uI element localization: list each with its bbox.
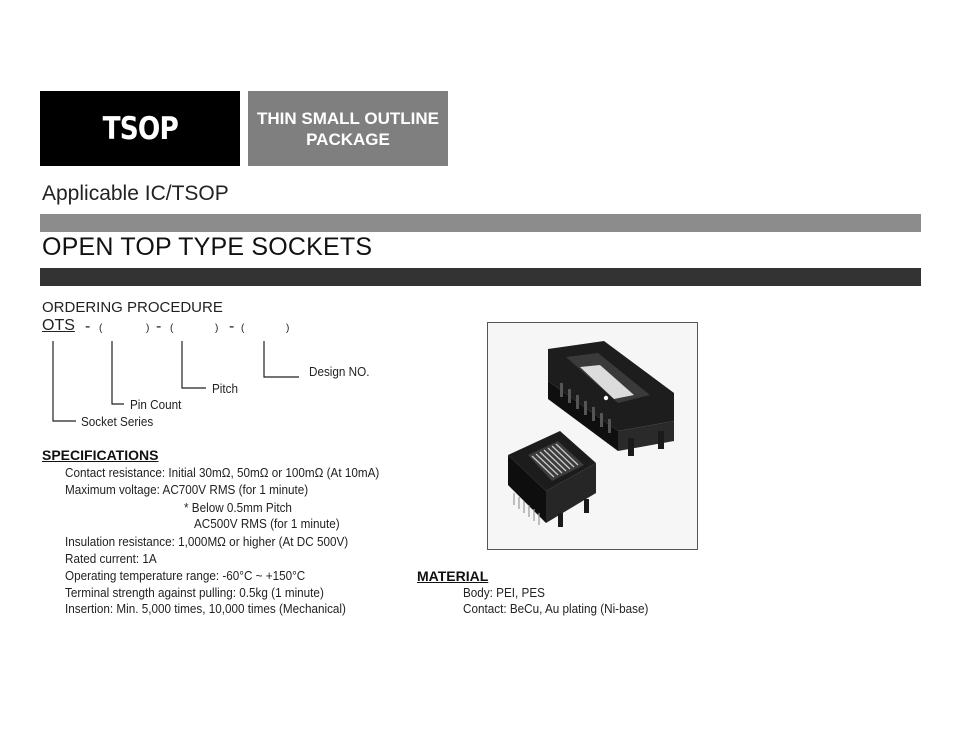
socket-product-photo — [487, 322, 698, 550]
socket-illustration — [488, 323, 697, 549]
spec-note-pitch: * Below 0.5mm Pitch — [184, 500, 292, 515]
label-socket-series: Socket Series — [81, 414, 154, 429]
tsop-badge-text: TSOP — [102, 110, 178, 147]
close-bracket-2: ) — [215, 323, 219, 334]
package-name-text: THIN SMALL OUTLINE PACKAGE — [257, 108, 439, 149]
label-design-no: Design NO. — [309, 364, 370, 379]
close-bracket-1: ) — [146, 323, 150, 334]
specifications-title: SPECIFICATIONS — [42, 447, 159, 463]
label-pin-count: Pin Count — [130, 397, 182, 412]
order-code-prefix: OTS — [42, 317, 75, 334]
label-pitch: Pitch — [212, 381, 239, 396]
order-dash-2: - — [156, 318, 162, 335]
open-bracket-3: ( — [241, 323, 245, 334]
order-dash-3: - — [229, 318, 235, 335]
spec-insulation-resistance: Insulation resistance: 1,000MΩ or higher (At DC 500V) — [65, 534, 349, 549]
applicable-ic-heading: Applicable IC/TSOP — [42, 182, 229, 205]
lower-socket — [508, 431, 596, 527]
order-dash-1: - — [85, 318, 91, 335]
spec-insertion: Insertion: Min. 5,000 times, 10,000 times (Mechanical) — [65, 601, 346, 616]
spec-terminal-strength: Terminal strength against pulling: 0.5kg (1 minute) — [65, 585, 324, 600]
page-title: OPEN TOP TYPE SOCKETS — [42, 233, 373, 261]
spec-contact-resistance: Contact resistance: Initial 30mΩ, 50mΩ or 100mΩ (At 10mA) — [65, 465, 380, 480]
spec-note-voltage: AC500V RMS (for 1 minute) — [194, 516, 340, 531]
material-body: Body: PEI, PES — [463, 585, 545, 600]
material-contact: Contact: BeCu, Au plating (Ni-base) — [463, 601, 649, 616]
open-bracket-2: ( — [170, 323, 174, 334]
material-title: MATERIAL — [417, 568, 489, 584]
close-bracket-3: ) — [286, 323, 290, 334]
ordering-procedure-title: ORDERING PROCEDURE — [42, 299, 223, 316]
open-bracket-1: ( — [99, 323, 103, 334]
spec-max-voltage: Maximum voltage: AC700V RMS (for 1 minute) — [65, 482, 309, 497]
spec-operating-temperature: Operating temperature range: -60°C ~ +150°C — [65, 568, 306, 583]
spec-rated-current: Rated current: 1A — [65, 551, 157, 566]
